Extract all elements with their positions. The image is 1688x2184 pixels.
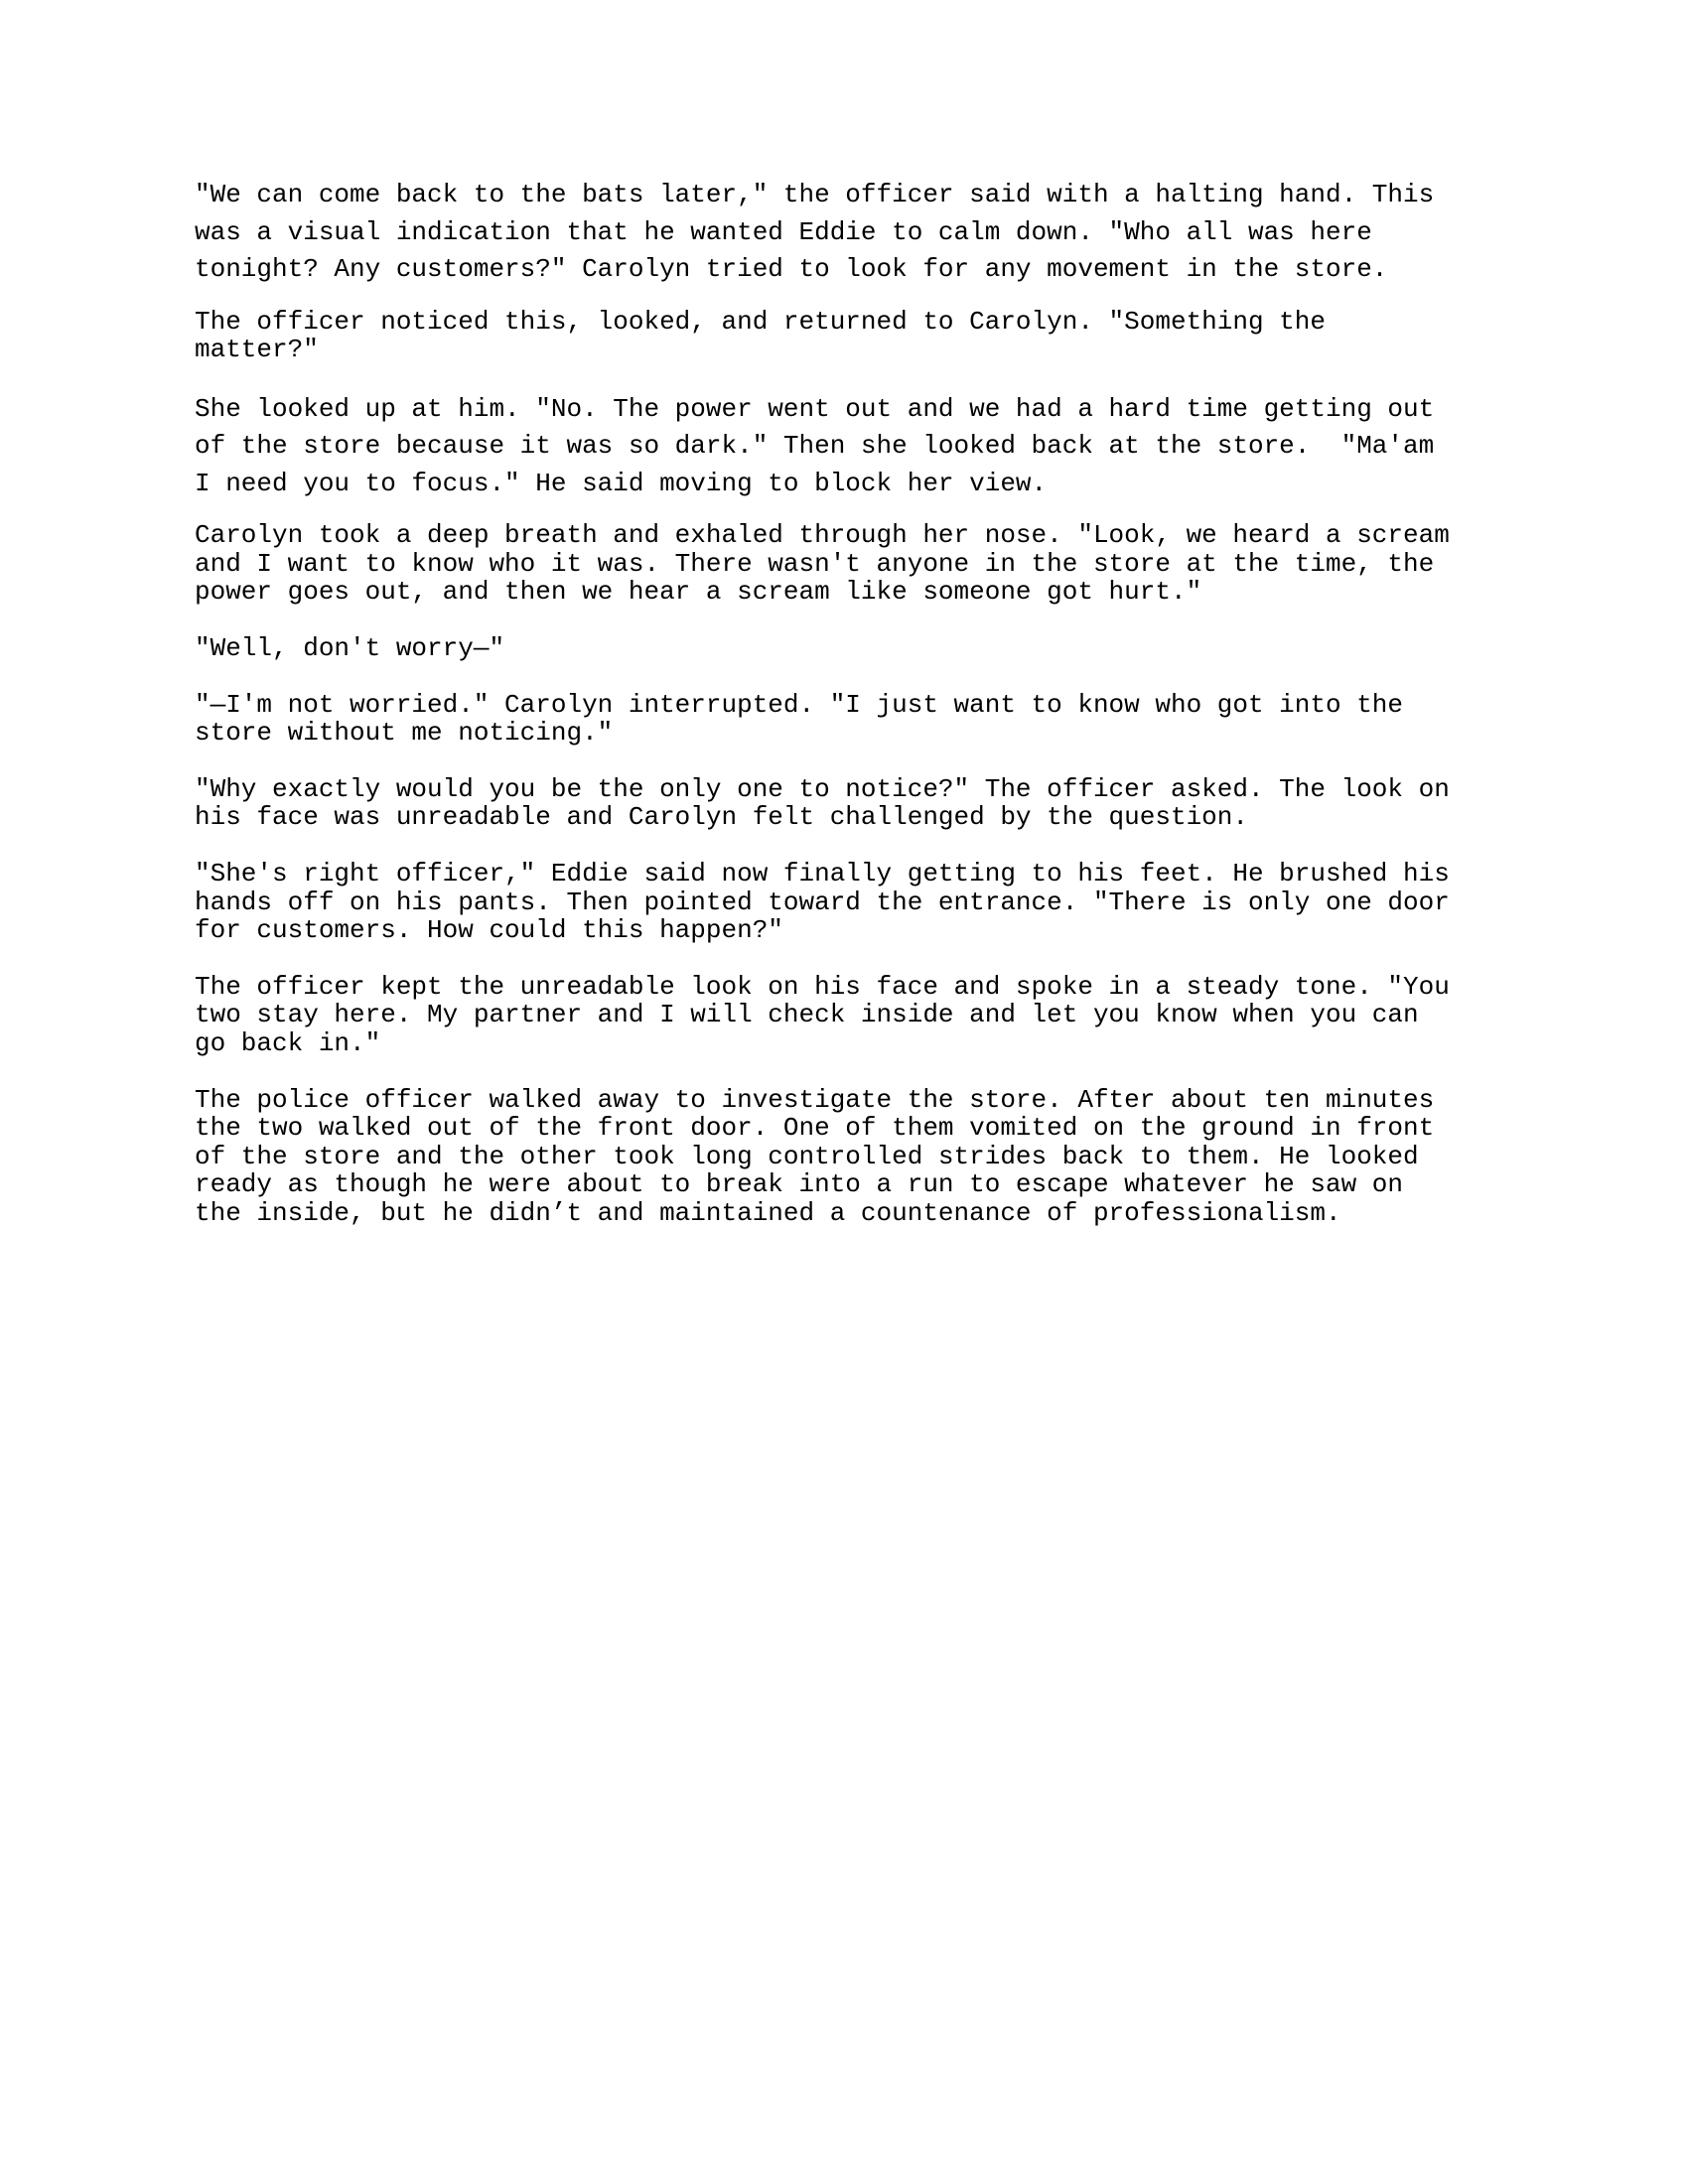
paragraph-4: Carolyn took a deep breath and exhaled through her nose. "Look, we heard a scream and I want to know who it was. There wasn't anyone in the store at the time, the power goes out, and then we hear a scream like someone got hurt." <box>195 520 1466 608</box>
paragraph-5: "Well, don't worry—" <box>195 632 505 663</box>
paragraph-2: The officer noticed this, looked, and returned to Carolyn. "Something the matter?" <box>195 306 1341 365</box>
paragraph-3: She looked up at him. "No. The power went out and we had a hard time getting out of the store because it was so dark." Then she looked back at the store. "Ma'am I need you to focus." He said moving to block her view. <box>195 393 1450 498</box>
paragraph-1: "We can come back to the bats later," the officer said with a halting hand. This was a visual indication that he wanted Eddie to calm down. "Who all was here tonight? Any customers?" Carolyn tried to look for any movement in the store. <box>195 180 1450 284</box>
paragraph-6: "—I'm not worried." Carolyn interrupted. "I just want to know who got into the store without me noticing." <box>195 689 1419 749</box>
paragraph-7: "Why exactly would you be the only one to notice?" The officer asked. The look on his face was unreadable and Carolyn felt challenged by the question. <box>195 773 1466 833</box>
paragraph-9: The officer kept the unreadable look on his face and spoke in a steady tone. "You two stay here. My partner and I will check inside and let you know when you can go back in." <box>195 971 1466 1058</box>
paragraph-10: The police officer walked away to investigate the store. After about ten minutes the two walked out of the front door. One of them vomited on the ground in front of the store and the other took long controlled strides back to them. He looked ready as though he were about to break into a run to escape whatever he saw on the inside, but he didn’t and maintained a countenance of professionalism. <box>195 1084 1450 1228</box>
document-text-column <box>195 177 1466 1228</box>
paragraph-8: "She's right officer," Eddie said now finally getting to his feet. He brushed his hands off on his pants. Then pointed toward the entrance. "There is only one door for customers. How could this happen?" <box>195 858 1466 946</box>
